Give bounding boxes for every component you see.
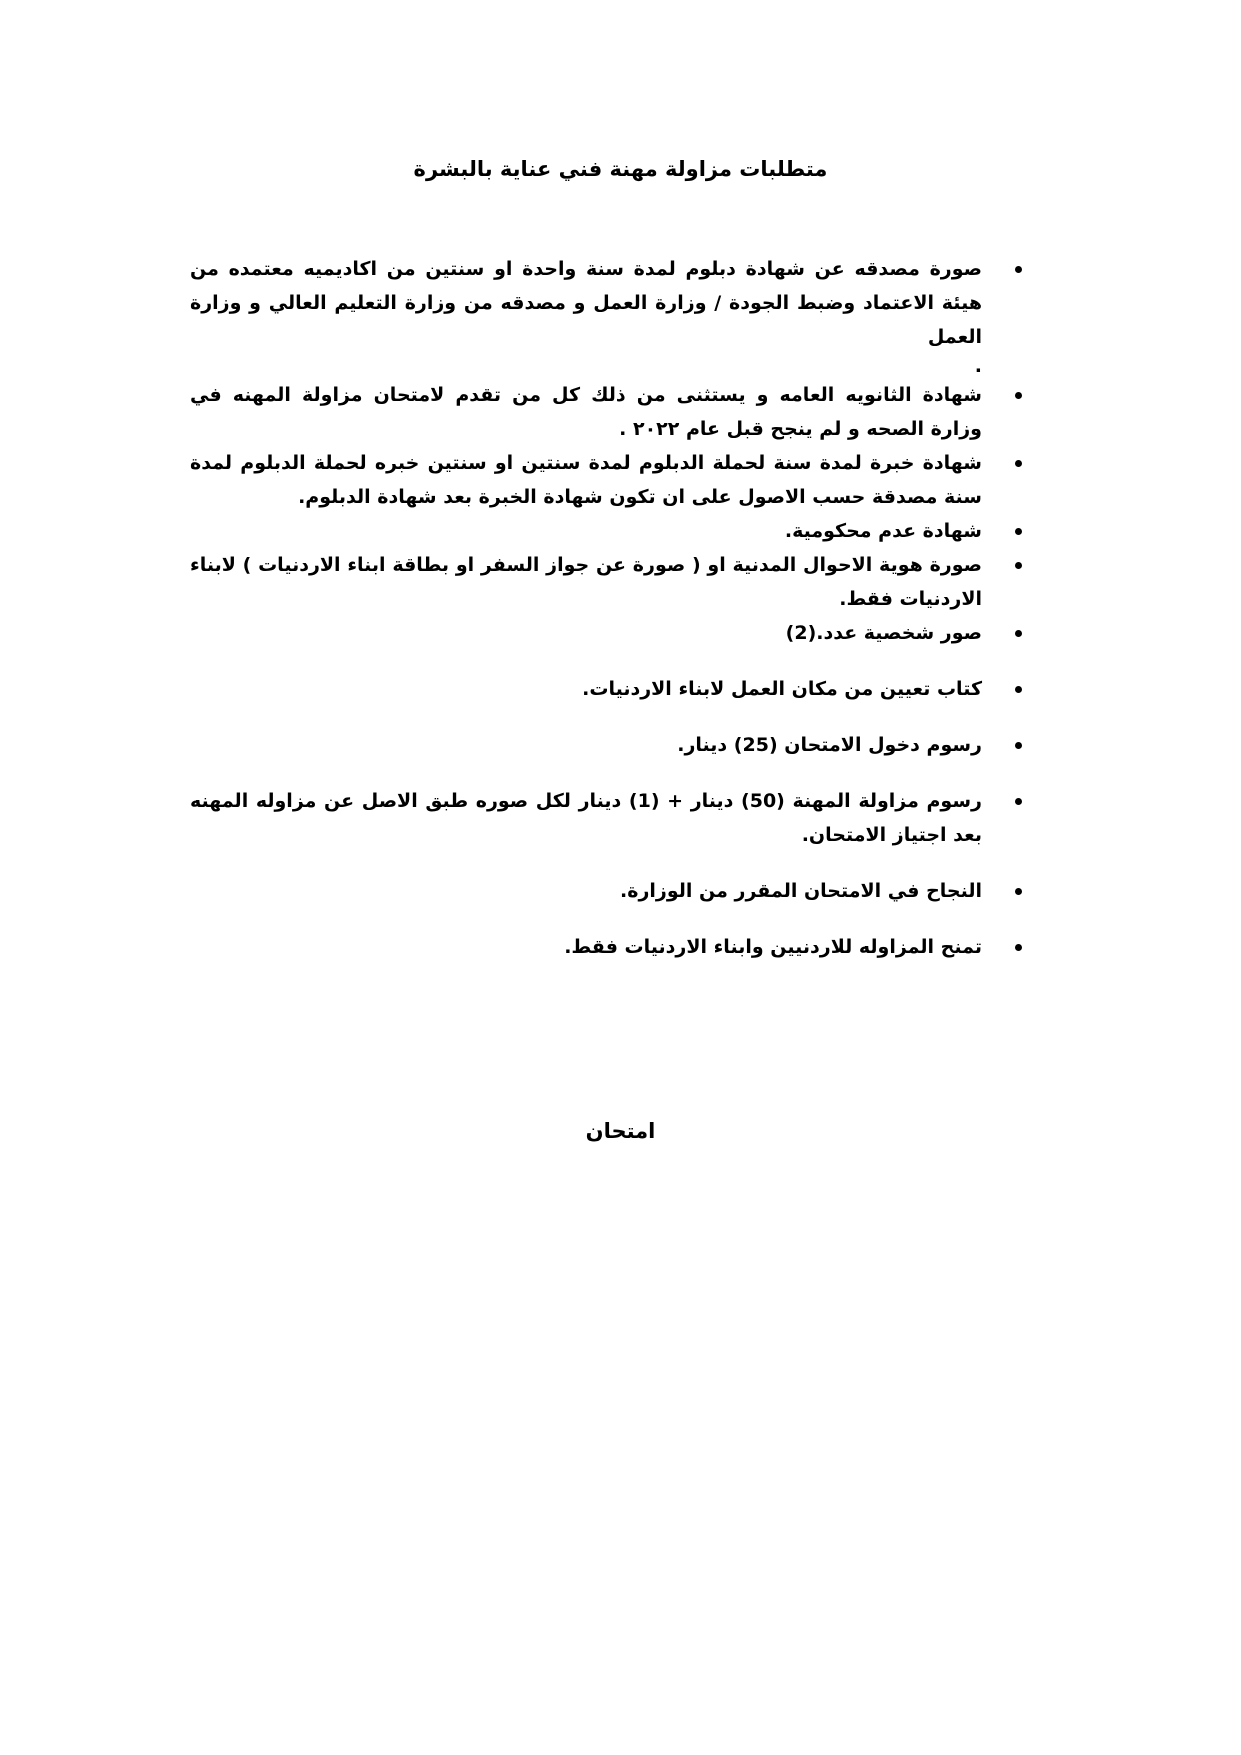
- list-item: [190, 874, 1030, 908]
- section-heading-exam: امتحان: [585, 1119, 656, 1143]
- list-item: [190, 616, 1030, 650]
- requirement-text: صور شخصية عدد.(2): [785, 622, 982, 644]
- list-item: [190, 548, 1030, 616]
- bullet-icon: [1015, 562, 1022, 569]
- list-item: [190, 378, 1030, 446]
- document-title: متطلبات مزاولة مهنة فني عناية بالبشرة: [413, 157, 828, 181]
- requirement-text: صورة هوية الاحوال المدنية او ( صورة عن جواز السفر او بطاقة ابناء الاردنيات ) لابناء الاردنيات فقط.: [190, 554, 982, 610]
- requirement-text: النجاح في الامتحان المقرر من الوزارة.: [620, 880, 982, 902]
- requirement-text: شهادة الثانويه العامه و يستثنى من ذلك كل من تقدم لامتحان مزاولة المهنه في وزارة الصحه و لم ينجح قبل عام ٢٠٢٢ .: [190, 384, 982, 440]
- bullet-icon: [1015, 630, 1022, 637]
- list-item: [190, 784, 1030, 852]
- bullet-icon: [1015, 266, 1022, 273]
- bullet-icon: [1015, 392, 1022, 399]
- bullet-icon: [1015, 460, 1022, 467]
- trailing-mark: .: [974, 355, 982, 377]
- requirement-text: رسوم دخول الامتحان (25) دينار.: [677, 734, 982, 756]
- bullet-icon: [1015, 742, 1022, 749]
- requirement-text: شهادة عدم محكومية.: [784, 520, 982, 542]
- requirement-text: تمنح المزاوله للاردنيين وابناء الاردنيات فقط.: [564, 936, 982, 958]
- bullet-icon: [1015, 798, 1022, 805]
- bullet-icon: [1015, 528, 1022, 535]
- requirement-text: كتاب تعيين من مكان العمل لابناء الاردنيات.: [582, 678, 982, 700]
- list-item: [190, 446, 1030, 514]
- list-item: [190, 514, 1030, 548]
- list-item: [190, 728, 1030, 762]
- requirement-text: شهادة خبرة لمدة سنة لحملة الدبلوم لمدة سنتين او سنتين خبره لحملة الدبلوم لمدة سنة مصدقة حسب الاصول على ان تكون شهادة الخبرة بعد شهادة الدبلوم.: [190, 452, 982, 508]
- bullet-icon: [1015, 944, 1022, 951]
- requirements-list: [190, 252, 1030, 964]
- requirement-text: صورة مصدقه عن شهادة دبلوم لمدة سنة واحدة او سنتين من اكاديميه معتمده من هيئة الاعتماد وضبط الجودة / وزارة العمل و مصدقه من وزارة التعليم العالي و وزارة العمل: [190, 258, 982, 348]
- list-item: [190, 252, 1030, 378]
- list-item: [190, 672, 1030, 706]
- bullet-icon: [1015, 686, 1022, 693]
- requirement-text: رسوم مزاولة المهنة (50) دينار + (1) دينار لكل صوره طبق الاصل عن مزاوله المهنه بعد اجتياز الامتحان.: [190, 790, 982, 846]
- list-item: [190, 930, 1030, 964]
- bullet-icon: [1015, 888, 1022, 895]
